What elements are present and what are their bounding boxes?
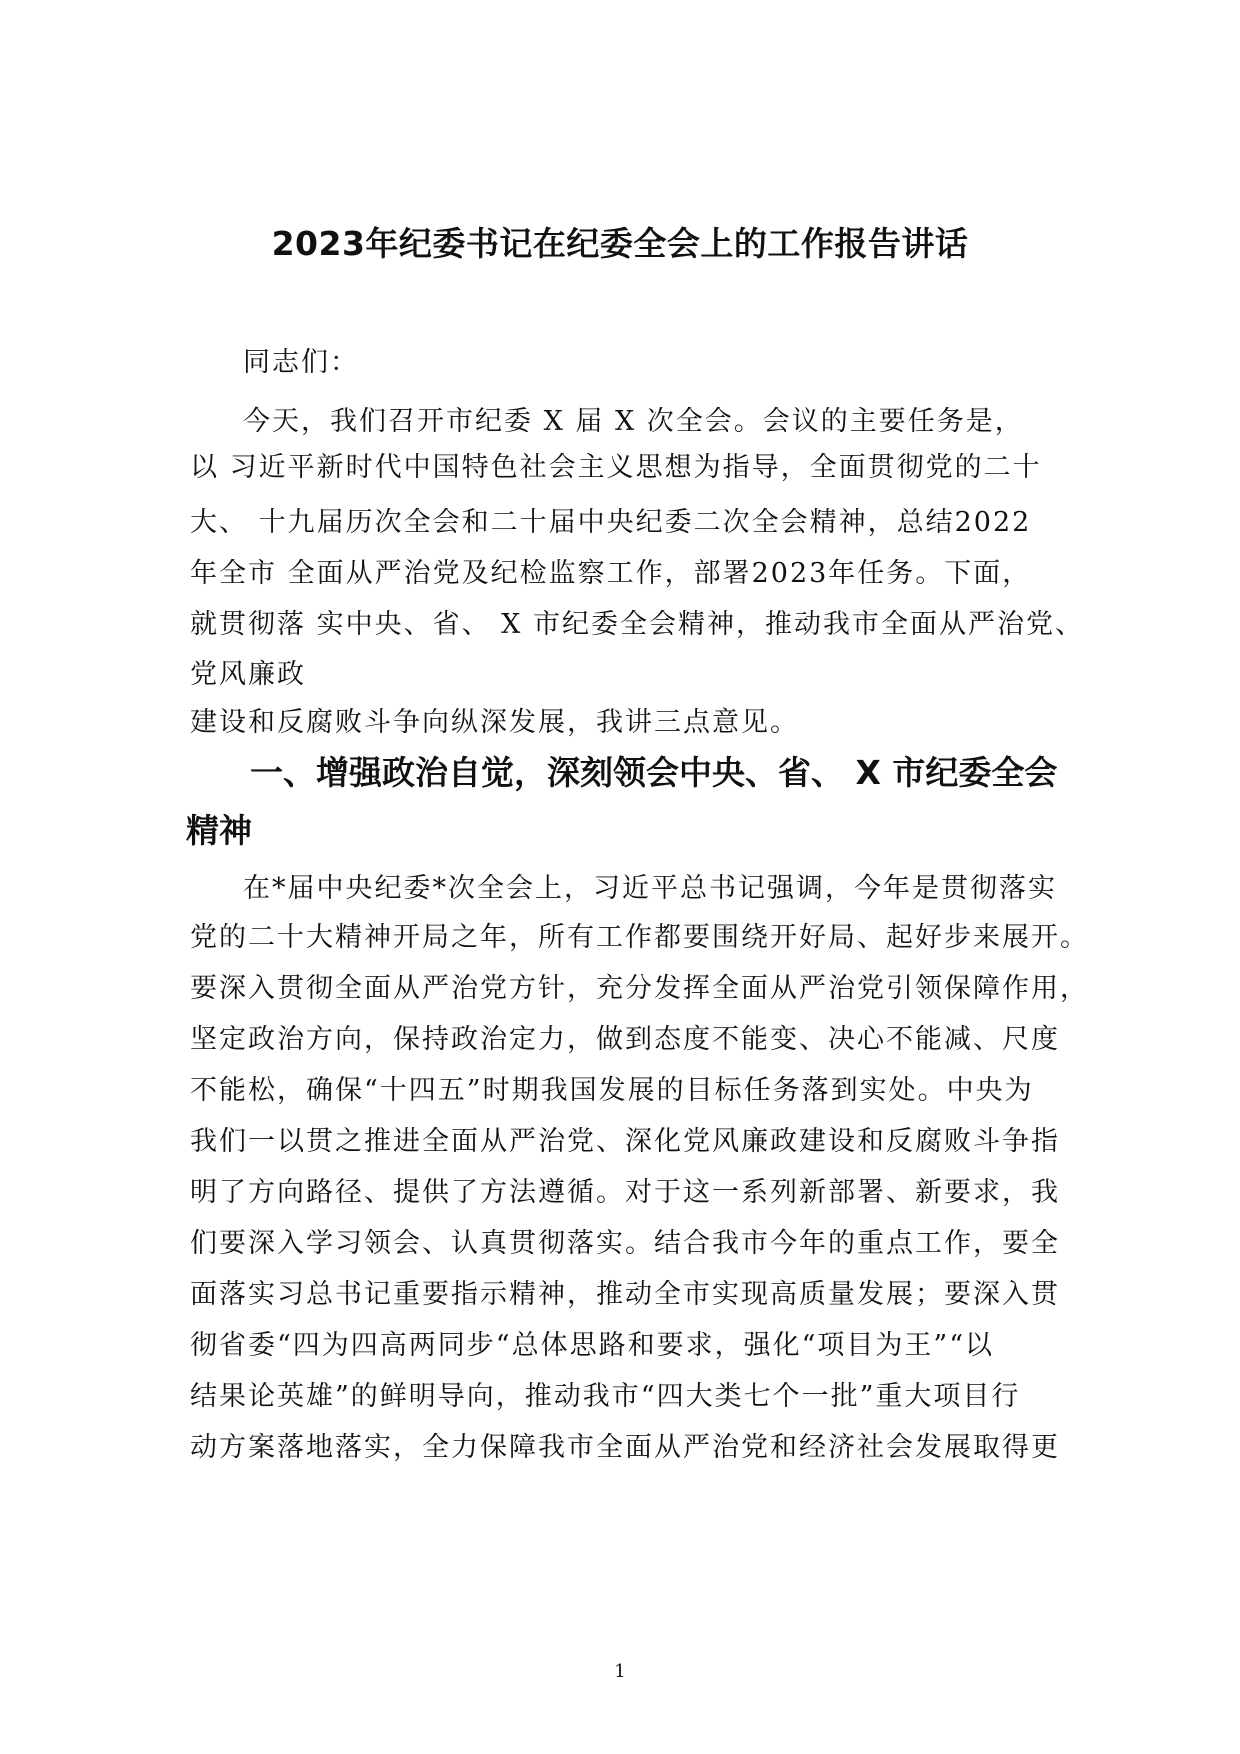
section-heading-line-2: 精神 (186, 811, 252, 850)
intro-line-7: 建设和反腐败斗争向纵深发展，我讲三点意见。 (190, 707, 799, 738)
intro-line-2: 以 习近平新时代中国特色社会主义思想为指导，全面贯彻党的二十 (190, 452, 1042, 483)
body-line-5: 不能松，确保“十四五”时期我国发展的目标任务落到实处。中央为 (190, 1075, 1034, 1106)
body-line-6: 我们一以贯之推进全面从严治党、深化党风廉政建设和反腐败斗争指 (190, 1126, 1060, 1157)
salutation: 同志们： (243, 347, 359, 378)
section-heading-line-1: 一、增强政治自觉，深刻领会中央、省、 X 市纪委全会 (250, 753, 1058, 792)
page-number: 1 (614, 1661, 626, 1682)
body-line-2: 党的二十大精神开局之年，所有工作都要围绕开好局、起好步来展开。 (190, 922, 1089, 953)
body-line-10: 彻省委“四为四高两同步“总体思路和要求，强化“项目为王”“以 (190, 1330, 995, 1361)
body-line-12: 动方案落地落实，全力保障我市全面从严治党和经济社会发展取得更 (190, 1432, 1060, 1463)
intro-line-1: 今天，我们召开市纪委 X 届 X 次全会。会议的主要任务是， (243, 406, 1024, 437)
document-title: 2023年纪委书记在纪委全会上的工作报告讲话 (271, 224, 969, 263)
body-line-9: 面落实习总书记重要指示精神，推动全市实现高质量发展；要深入贯 (190, 1279, 1060, 1310)
intro-line-6: 党风廉政 (190, 659, 306, 690)
body-line-1: 在*届中央纪委*次全会上，习近平总书记强调，今年是贯彻落实 (243, 873, 1057, 904)
body-line-3: 要深入贯彻全面从严治党方针，充分发挥全面从严治党引领保障作用， (190, 973, 1089, 1004)
intro-line-3: 大、 十九届历次全会和二十届中央纪委二次全会精神，总结2022 (190, 507, 1032, 538)
body-line-4: 坚定政治方向，保持政治定力，做到态度不能变、决心不能减、尺度 (190, 1024, 1060, 1055)
body-line-11: 结果论英雄”的鲜明导向，推动我市“四大类七个一批”重大项目行 (190, 1381, 1021, 1412)
intro-line-5: 就贯彻落 实中央、省、 X 市纪委全会精神，推动我市全面从严治党、 (190, 609, 1084, 640)
intro-line-4: 年全市 全面从严治党及纪检监察工作，部署2023年任务。下面， (190, 558, 1032, 589)
body-line-7: 明了方向路径、提供了方法遵循。对于这一系列新部署、新要求，我 (190, 1177, 1060, 1208)
body-line-8: 们要深入学习领会、认真贯彻落实。结合我市今年的重点工作，要全 (190, 1228, 1060, 1259)
